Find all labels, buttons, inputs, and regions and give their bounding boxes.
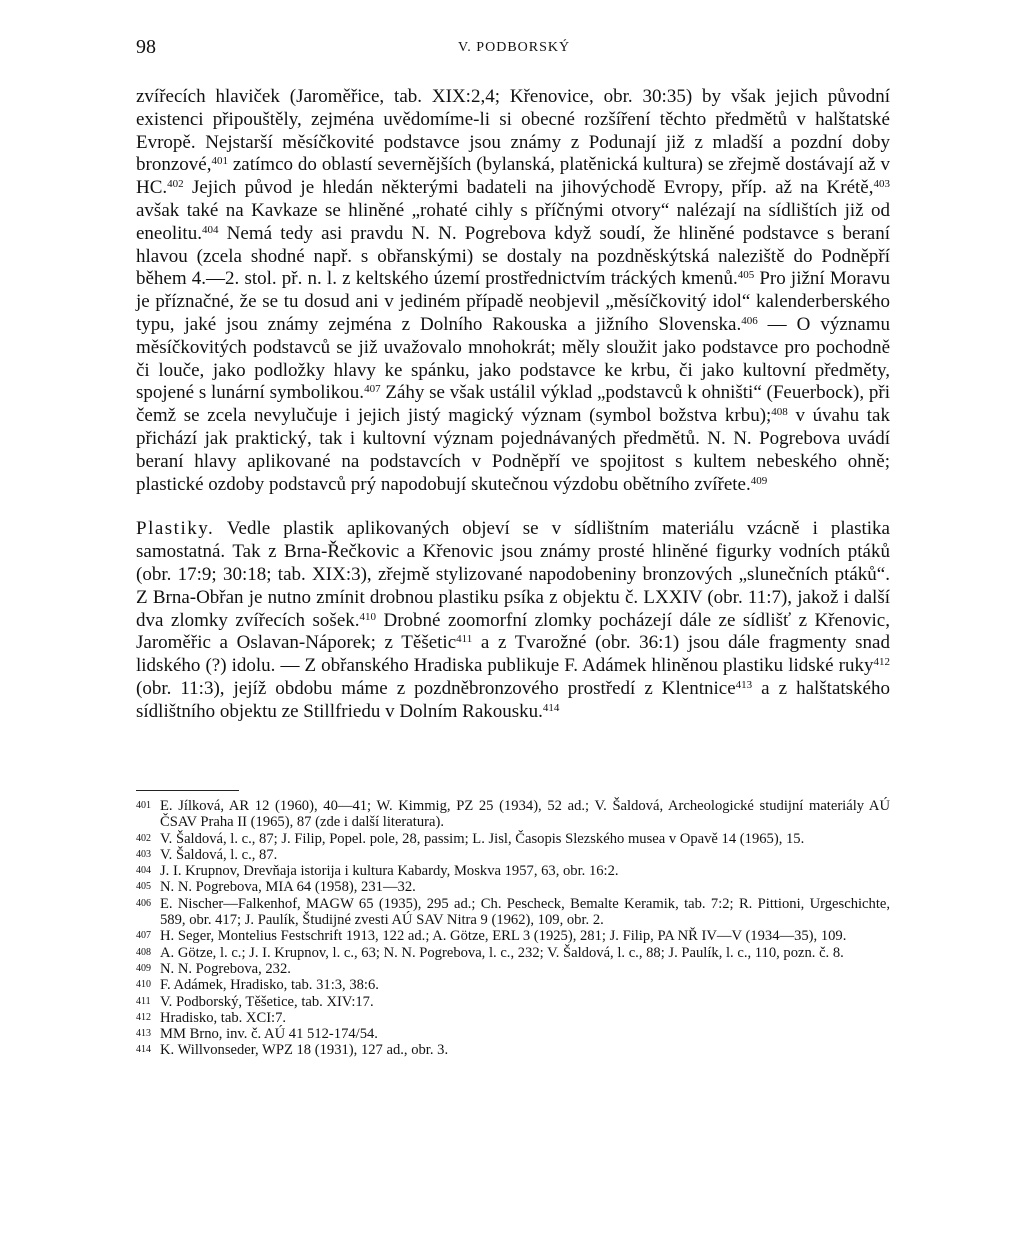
footnote-ref: 406 <box>741 314 758 327</box>
footnote-text: MM Brno, inv. č. AÚ 41 512-174/54. <box>160 1026 378 1043</box>
footnote-text: J. I. Krupnov, Drevňaja istorija i kultura Kabardy, Moskva 1957, 63, obr. 16:2. <box>160 863 619 880</box>
footnote-text: N. N. Pogrebova, 232. <box>160 960 291 977</box>
footnote-text: E. Jílková, AR 12 (1960), 40—41; W. Kimmig, PZ 25 (1934), 52 ad.; V. Šaldová, Archeologické studijní materiály AÚ ČSAV Praha II (1965), 87 (zde i další literatura). <box>160 798 890 831</box>
body-text-run: zatímco do oblastí severnějších (bylanská, platěnická kultura) se zřejmě dostávají až v HC. <box>136 154 890 199</box>
footnote-number: 401 <box>136 800 151 811</box>
footnote-item <box>136 928 890 944</box>
footnote-item <box>136 961 890 977</box>
footnote-text: H. Seger, Montelius Festschrift 1913, 122 ad.; A. Götze, ERL 3 (1925), 281; J. Filip, PA NŘ IV—V (1934—35), 109. <box>160 928 847 945</box>
footnote-ref: 407 <box>364 383 381 396</box>
footnote-number: 402 <box>136 832 151 844</box>
footnote-number: 408 <box>136 946 151 958</box>
footnote-ref: 410 <box>359 610 376 623</box>
footnote-separator <box>136 790 239 791</box>
footnote-number: 412 <box>136 1011 151 1023</box>
footnote-ref: 411 <box>456 633 473 646</box>
footnote-text: V. Šaldová, l. c., 87; J. Filip, Popel. pole, 28, passim; L. Jisl, Časopis Slezského musea v Opavě 14 (1965), 15. <box>160 830 805 847</box>
page-number: 98 <box>136 36 156 58</box>
body-text-run: zvířecích hlaviček (Jaroměřice, tab. XIX:2,4; Křenovice, obr. 30:35) by však jejich původní existenci připouštěly, zejména uvědomíme-li si obecné rozšíření těchto předmětů v halštatské Evropě. Nejstarší měsíčkovité podstavce jsou známy z Podunají již z mladší a pozdní doby bronzové, <box>136 86 890 176</box>
page-header <box>136 36 890 60</box>
footnote-item <box>136 945 890 961</box>
body-text-run: Pro jižní Moravu je příznačné, že se tu dosud ani v jediném případě neobjevil „měsíčkovitý idol“ kalenderberského typu, jaké jsou známy zejména z Dolního Rakouska a jižního Slovenska. <box>136 268 890 335</box>
footnote-ref: 412 <box>873 656 890 669</box>
footnote-number: 405 <box>136 881 151 893</box>
body-text <box>136 86 890 724</box>
body-text-run: Záhy se však ustálil výklad „podstavců k ohništi“ (Feuerbock), při čemž se zcela nevylučuje i jejich jistý magický význam (symbol božstva krbu); <box>136 382 891 427</box>
footnote-ref: 408 <box>771 406 788 419</box>
section-lead: Plastiky. <box>136 518 215 540</box>
footnote-ref: 403 <box>873 178 890 191</box>
footnote-number: 406 <box>136 897 151 909</box>
footnote-number: 414 <box>136 1044 151 1056</box>
footnote-text: Hradisko, tab. XCI:7. <box>160 1009 287 1026</box>
footnote-item <box>136 994 890 1010</box>
body-text-run: v úvahu tak přichází jak praktický, tak i kultovní význam pojednávaných předmětů. N. N. Pogrebova uvádí beraní hlavy aplikované na podstavcích v Podněpří ve spojitost s kultem nebeského ohně; plastické ozdoby podstavců prý napodobují skutečnou výzdobu obětního zvířete. <box>136 405 890 495</box>
footnote-item <box>136 977 890 993</box>
footnote-item <box>136 1010 890 1026</box>
footnote-ref: 402 <box>167 178 184 191</box>
footnote-number: 403 <box>136 848 151 860</box>
body-text-run: Jejich původ je hledán některými badateli na jihovýchodě Evropy, příp. až na Krétě, <box>183 177 874 199</box>
footnote-number: 411 <box>136 995 151 1007</box>
body-text-run: Drobné zoomorfní zlomky pocházejí dále ze sídlišť z Křenovic, Jaroměřic a Oslavan-Náporek; z Těšetic <box>136 609 890 654</box>
footnote-item <box>136 1042 890 1058</box>
footnote-number: 407 <box>136 930 151 942</box>
body-text-run: a z halštatského sídlištního objektu ze Stillfriedu v Dolním Rakousku. <box>136 677 890 722</box>
body-text-run: — O významu měsíčkovitých podstavců se již uvažovalo mnohokrát; měly sloužit jako podstavce pro pochodně či louče, jako podložky hlavy ke spánku, jako podstavce ke krbu, či jako kultovní předměty, spojené s lunární symbolikou. <box>136 313 890 404</box>
footnote-number: 413 <box>136 1028 151 1040</box>
footnote-number: 410 <box>136 979 151 991</box>
footnote-item <box>136 879 890 895</box>
body-text-run: (obr. 11:3), jejíž obdobu máme z pozdněbronzového prostředí z Klentnice <box>136 677 736 699</box>
footnote-text: V. Podborský, Těšetice, tab. XIV:17. <box>160 993 374 1010</box>
footnote-text: K. Willvonseder, WPZ 18 (1931), 127 ad., obr. 3. <box>160 1042 449 1059</box>
footnote-text: F. Adámek, Hradisko, tab. 31:3, 38:6. <box>160 977 379 994</box>
footnote-item <box>136 831 890 847</box>
footnote-number: 409 <box>136 962 151 974</box>
body-text-run: a z Tvarožné (obr. 36:1) jsou dále fragmenty snad lidského (?) idolu. — Z obřanského Hradiska publikuje F. Adámek hliněnou plastiku lidské ruky <box>136 632 890 677</box>
footnote-text: A. Götze, l. c.; J. I. Krupnov, l. c., 63; N. N. Pogrebova, l. c., 232; V. Šaldová, l. c., 88; J. Paulík, l. c., 110, pozn. č. 8. <box>160 944 844 961</box>
footnote-ref: 414 <box>542 701 560 714</box>
footnote-text: V. Šaldová, l. c., 87. <box>160 846 278 863</box>
footnote-ref: 409 <box>750 474 768 487</box>
paragraph-podstavce <box>136 86 890 496</box>
body-text-run: Vedle plastik aplikovaných objeví se v sídlištním materiálu vzácně i plastika samostatná. Tak z Brna-Řečkovic a Křenovic jsou známy prosté hliněné figurky vodních ptáků (obr. 17:9; 30:18; tab. XIX:3), zřejmě stylizované napodobeniny bronzových „slunečních ptáků“. Z Brna-Obřan je nutno zmínit drobnou plastiku psíka z objektu č. LXXIV (obr. 11:7), jakož i další dva zlomky zvířecích sošek. <box>136 518 890 631</box>
footnote-item <box>136 863 890 879</box>
footnote-text: N. N. Pogrebova, MIA 64 (1958), 231—32. <box>160 879 416 896</box>
footnote-ref: 413 <box>735 678 753 691</box>
footnote-ref: 404 <box>201 223 219 236</box>
footnote-ref: 401 <box>211 155 228 168</box>
running-head: V. PODBORSKÝ <box>458 40 571 55</box>
body-text-run: avšak také na Kavkaze se hliněné „rohaté cihly s příčnými otvory“ nalézají na sídlištích již od eneolitu. <box>136 199 890 244</box>
footnote-item <box>136 1026 890 1042</box>
paragraph-plastiky <box>136 518 890 723</box>
footnote-item <box>136 896 890 929</box>
footnote-number: 404 <box>136 865 151 877</box>
footnote-ref: 405 <box>737 269 755 282</box>
footnotes <box>136 798 890 1059</box>
footnote-item <box>136 798 890 831</box>
footnote-text: E. Nischer—Falkenhof, MAGW 65 (1935), 295 ad.; Ch. Pescheck, Bemalte Keramik, tab. 7:2; R. Pittioni, Urgeschichte, 589, obr. 417; J. Paulík, Študijné zvesti AÚ SAV Nitra 9 (1962), 109, obr. 2. <box>160 895 890 929</box>
footnote-item <box>136 847 890 863</box>
body-text-run: Nemá tedy asi pravdu N. N. Pogrebova když soudí, že hliněné podstavce s beraní hlavou (zcela shodné např. s obřanskými) se dostaly na pozdněskýtská naleziště do Podněpří během 4.—2. stol. př. n. l. z keltského území prostřednictvím tráckých kmenů. <box>136 222 890 290</box>
